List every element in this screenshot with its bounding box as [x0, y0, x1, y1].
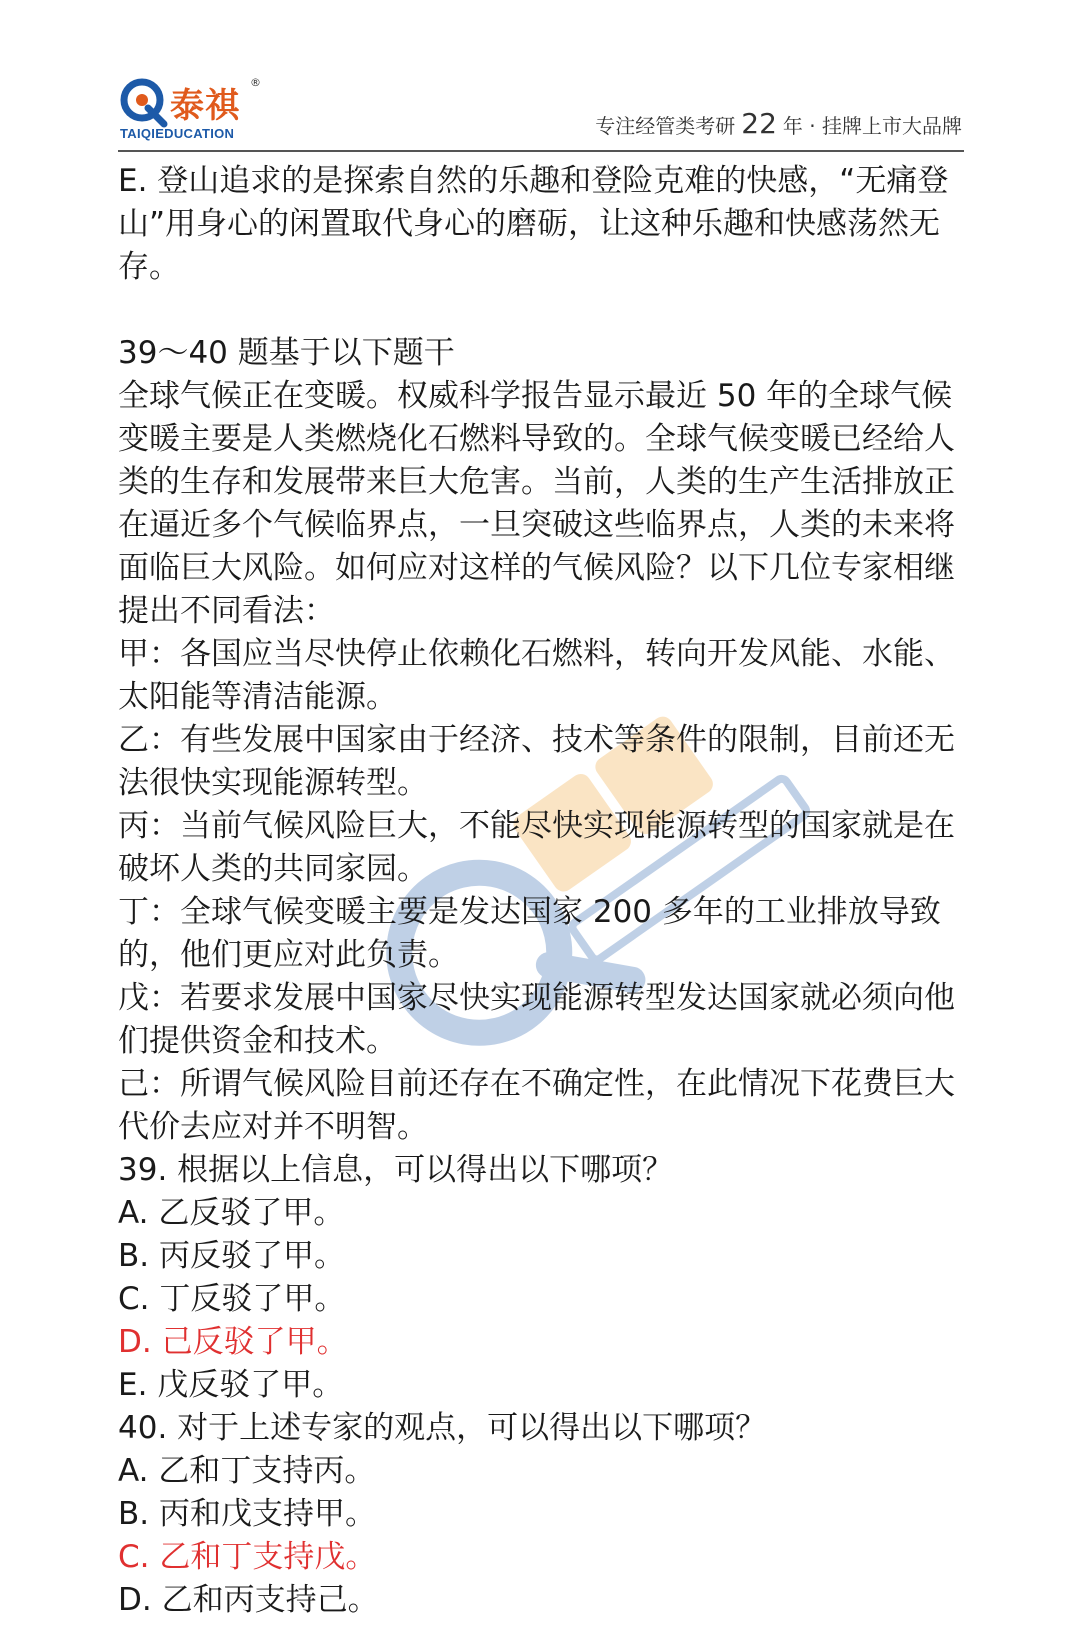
- q40-option-d: D. 乙和丙支持己。: [118, 1582, 379, 1618]
- previous-option-e: E. 登山追求的是探索自然的乐趣和登险克难的快感，“无痛登山”用身心的闲置取代身心的磨砺，让这种乐趣和快感荡然无存。: [118, 163, 949, 285]
- tagline-suffix: 年 · 挂牌上市大品牌: [782, 114, 962, 138]
- taiqi-logo-mark-icon: [118, 76, 174, 128]
- logo-english-name: TAIQIEDUCATION: [120, 126, 235, 141]
- question-40-stem: 40. 对于上述专家的观点，可以得出以下哪项？: [118, 1410, 767, 1446]
- question-39-stem: 39. 根据以上信息，可以得出以下哪项？: [118, 1152, 674, 1188]
- spacer: [118, 289, 968, 332]
- q39-option-a: A. 乙反驳了甲。: [118, 1195, 345, 1231]
- q39-option-b: B. 丙反驳了甲。: [118, 1238, 345, 1274]
- passage-heading: 39～40 题基于以下题干: [118, 335, 455, 371]
- expert-view-yi: 乙：有些发展中国家由于经济、技术等条件的限制，目前还无法很快实现能源转型。: [118, 722, 955, 801]
- q39-option-d-answer: D. 己反驳了甲。: [118, 1324, 348, 1360]
- registered-mark: ®: [250, 76, 261, 89]
- q40-option-b: B. 丙和戊支持甲。: [118, 1496, 376, 1532]
- question-content: [118, 160, 968, 1622]
- expert-view-wu: 戊：若要求发展中国家尽快实现能源转型发达国家就必须向他们提供资金和技术。: [118, 980, 955, 1059]
- q39-option-e: E. 戊反驳了甲。: [118, 1367, 344, 1403]
- page-header: [118, 70, 964, 152]
- tagline-years: 22: [741, 107, 777, 140]
- q40-option-a: A. 乙和丁支持丙。: [118, 1453, 376, 1489]
- q39-option-c: C. 丁反驳了甲。: [118, 1281, 346, 1317]
- expert-view-ji: 己：所谓气候风险目前还存在不确定性，在此情况下花费巨大代价去应对并不明智。: [118, 1066, 955, 1145]
- tagline-prefix: 专注经管类考研: [595, 114, 736, 138]
- taiqi-logo: [118, 76, 268, 146]
- expert-view-jia: 甲：各国应当尽快停止依赖化石燃料，转向开发风能、水能、太阳能等清洁能源。: [118, 636, 955, 715]
- expert-view-ding: 丁：全球气候变暖主要是发达国家 200 多年的工业排放导致的，他们更应对此负责。: [118, 894, 941, 973]
- logo-chinese-name: 泰祺: [170, 86, 240, 126]
- q40-option-c-answer: C. 乙和丁支持戊。: [118, 1539, 377, 1575]
- expert-view-bing: 丙：当前气候风险巨大，不能尽快实现能源转型的国家就是在破坏人类的共同家园。: [118, 808, 955, 887]
- header-tagline: [595, 107, 962, 140]
- passage-intro: 全球气候正在变暖。权威科学报告显示最近 50 年的全球气候变暖主要是人类燃烧化石燃料导致的。全球气候变暖已经给人类的生存和发展带来巨大危害。当前，人类的生产生活排放正在逼近多个气候临界点，一旦突破这些临界点，人类的未来将面临巨大风险。如何应对这样的气候风险？以下几位专家相继提出不同看法：: [118, 378, 955, 629]
